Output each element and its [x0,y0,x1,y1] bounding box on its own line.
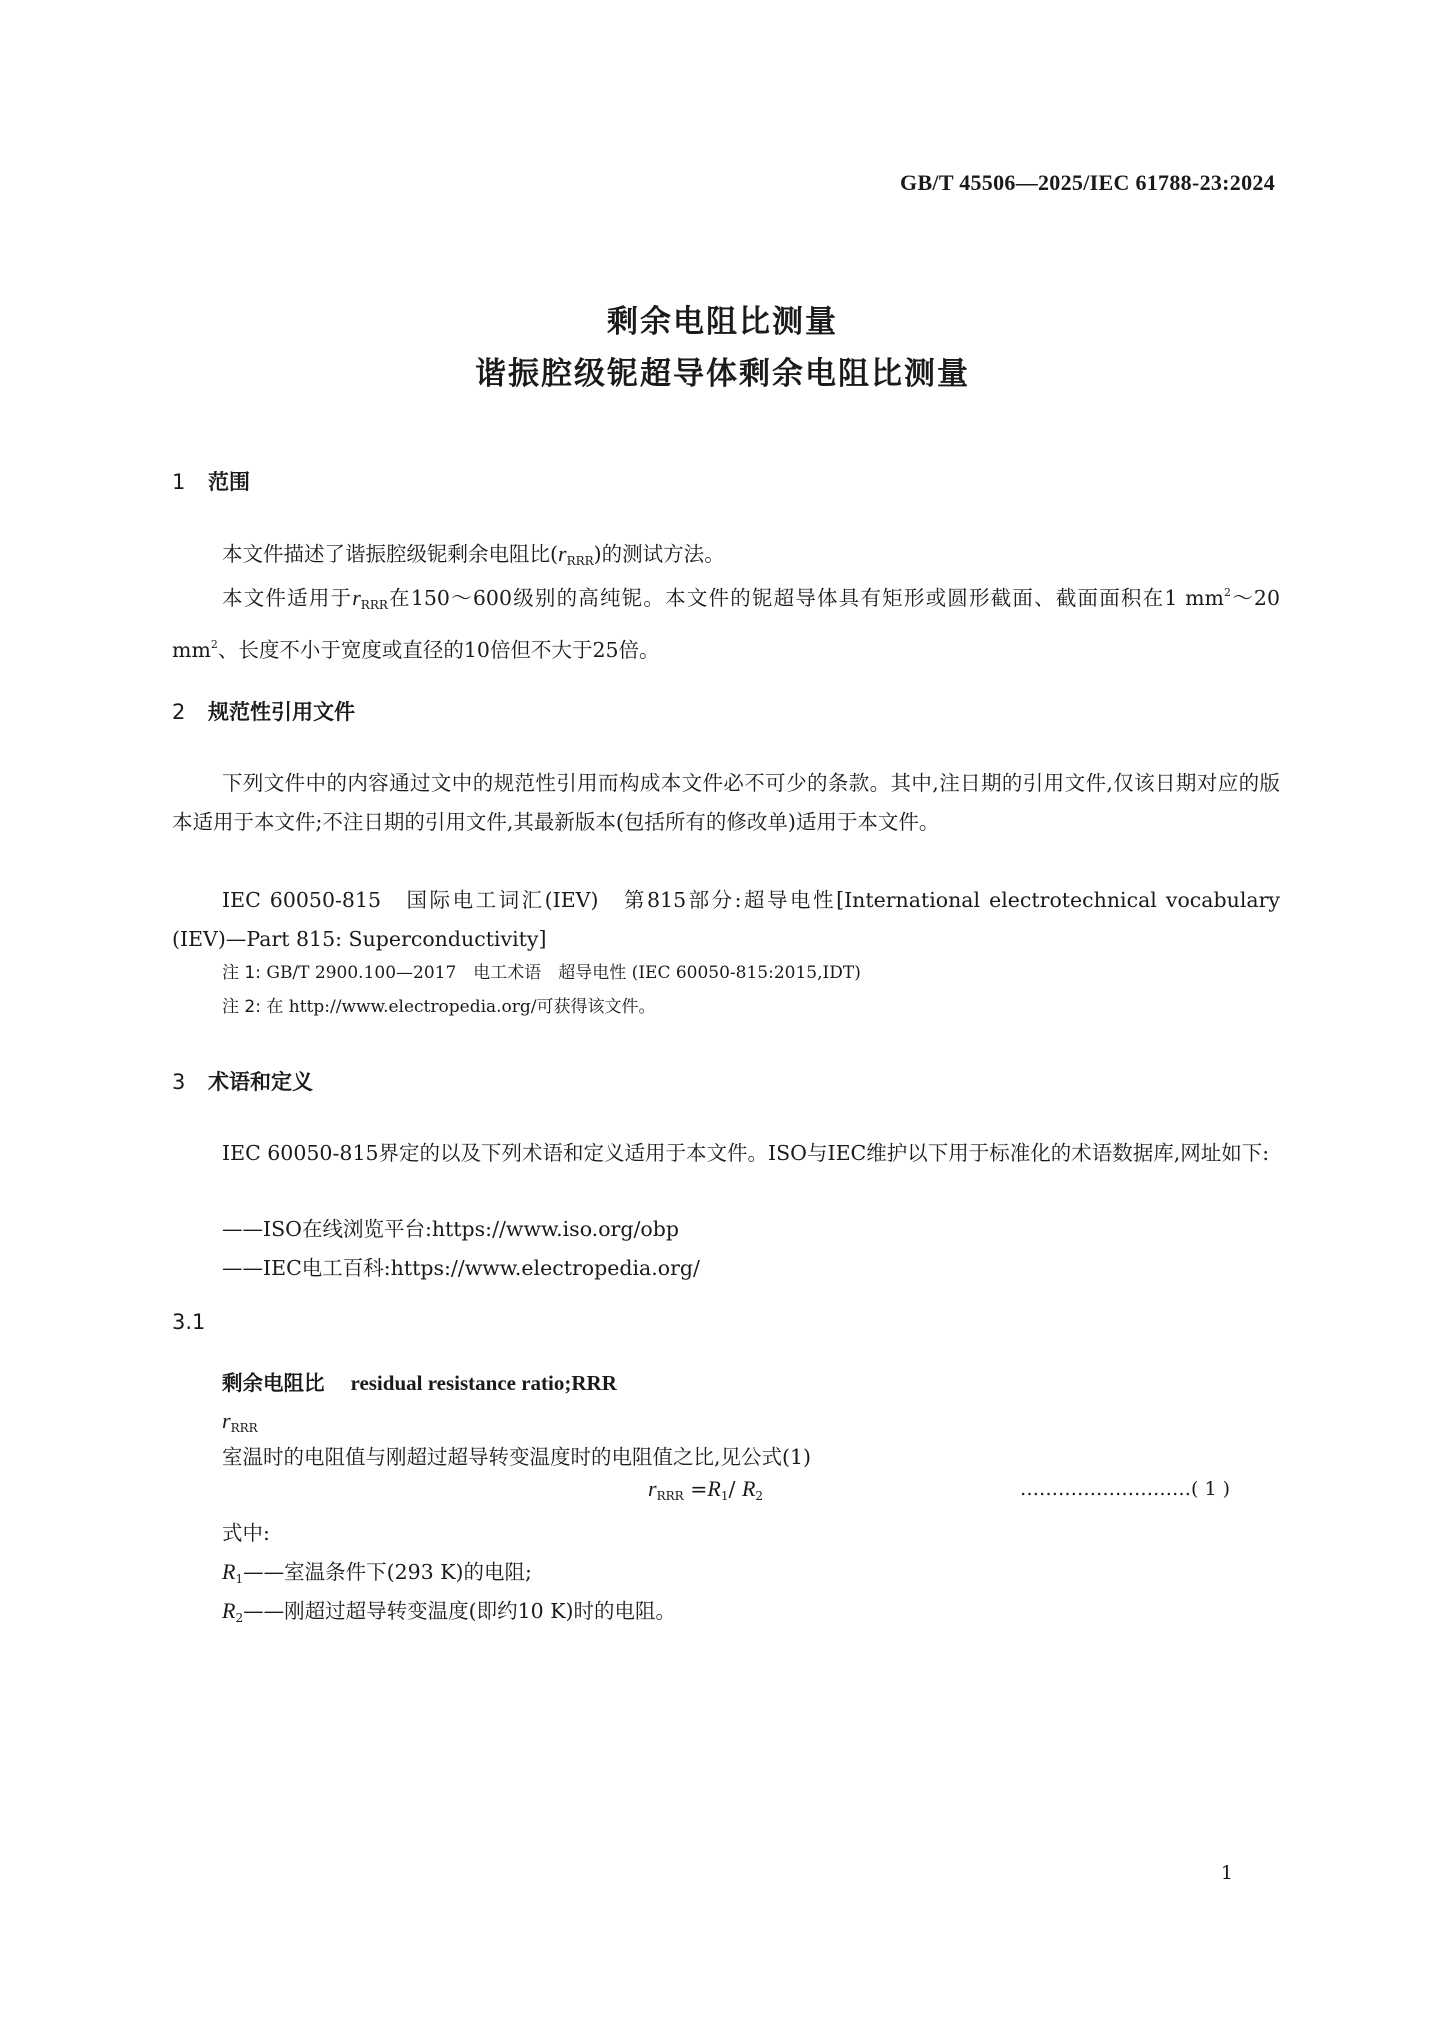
variable-subscript: 2 [235,1611,244,1625]
section-2-heading [172,696,355,726]
variable-symbol: R [222,1559,236,1584]
formula-symbol: R [707,1476,721,1501]
text-run: )的测试方法。 [593,542,725,566]
section-2-paragraph: 下列文件中的内容通过文中的规范性引用而构成本文件必不可少的条款。其中,注日期的引用文件,仅该日期对应的版本适用于本文件;不注日期的引用文件,其最新版本(包括所有的修改单)适用于本文件。 [172,771,1280,834]
variable-description: ——室温条件下(293 K)的电阻; [243,1560,532,1584]
formula-operator: = [690,1477,708,1501]
section-title: 术语和定义 [208,1070,313,1094]
symbol-r: r [352,585,361,610]
database-item-iso: ——ISO在线浏览平台:https://www.iso.org/obp [222,1217,679,1241]
note-label: 注 2: [222,997,261,1017]
formula-leader: ……………………… [1020,1478,1191,1500]
normative-reference: IEC 60050-815 国际电工词汇(IEV) 第815部分:超导电性[International electrotechnical vocabulary (IEV)—Part 815: Superconductivity] [172,888,1280,951]
section-number: 1 [172,470,186,494]
section-3-heading [172,1066,313,1096]
text-run: 、长度不小于宽度或直径的10倍但不大于25倍。 [217,638,660,662]
where-label: 式中: [222,1521,270,1545]
standard-code: GB/T 45506—2025/IEC 61788-23:2024 [900,170,1275,195]
text-run: 本文件适用于 [222,586,353,610]
formula-symbol: r [648,1476,657,1501]
section-1-heading [172,466,250,496]
document-title-line-1: 剩余电阻比测量 [607,304,838,340]
text-run: ～20 mm [172,586,1280,662]
section-1-paragraph-2 [172,573,1280,670]
variable-r1 [222,1555,532,1586]
term-english: residual resistance ratio;RRR [350,1371,617,1395]
formula-subscript: 2 [755,1489,764,1503]
variable-r2 [222,1594,676,1625]
variable-symbol: R [222,1598,236,1623]
formula-symbol: R [741,1476,756,1501]
note-1 [222,958,861,983]
superscript: 2 [210,638,218,651]
symbol-r: r [558,541,567,566]
variable-subscript: 1 [235,1572,244,1586]
text-run: 在150～600级别的高纯铌。本文件的铌超导体具有矩形或圆形截面、截面面积在1 mm [387,586,1224,610]
superscript: 2 [1224,586,1231,599]
section-title: 规范性引用文件 [208,700,355,724]
formula-number-label: ( 1 ) [1191,1478,1230,1500]
term-definition: 室温时的电阻值与刚超过超导转变温度时的电阻值之比,见公式(1) [222,1445,812,1469]
formula-subscript: RRR [656,1489,684,1503]
note-text: 在 http://www.electropedia.org/可获得该文件。 [266,997,656,1017]
term-symbol [222,1408,258,1435]
symbol-subscript: RRR [230,1421,258,1435]
formula-subscript: 1 [720,1489,729,1503]
symbol-subscript: RRR [360,598,388,612]
section-3-paragraph: IEC 60050-815界定的以及下列术语和定义适用于本文件。ISO与IEC维护以下用于标准化的术语数据库,网址如下: [222,1141,1270,1165]
term-chinese: 剩余电阻比 [222,1371,325,1395]
document-title-line-2: 谐振腔级铌超导体剩余电阻比测量 [475,356,970,392]
section-title: 范围 [208,470,250,494]
section-number: 2 [172,700,186,724]
symbol-subscript: RRR [566,554,594,568]
clause-number: 3.1 [172,1310,206,1334]
formula-number [1020,1478,1230,1500]
formula [648,1476,763,1503]
note-label: 注 1: [222,963,261,983]
symbol-r: r [222,1408,231,1433]
section-number: 3 [172,1070,186,1094]
term-entry [222,1366,617,1396]
variable-description: ——刚超过超导转变温度(即约10 K)时的电阻。 [243,1599,677,1623]
database-item-iec: ——IEC电工百科:https://www.electropedia.org/ [222,1256,700,1280]
formula-operator: / [728,1477,736,1501]
text-run: 本文件描述了谐振腔级铌剩余电阻比( [222,542,558,566]
note-2 [222,992,656,1017]
note-text: GB/T 2900.100—2017 电工术语 超导电性 (IEC 60050-815:2015,IDT) [266,963,861,983]
page-number: 1 [1220,1862,1233,1884]
